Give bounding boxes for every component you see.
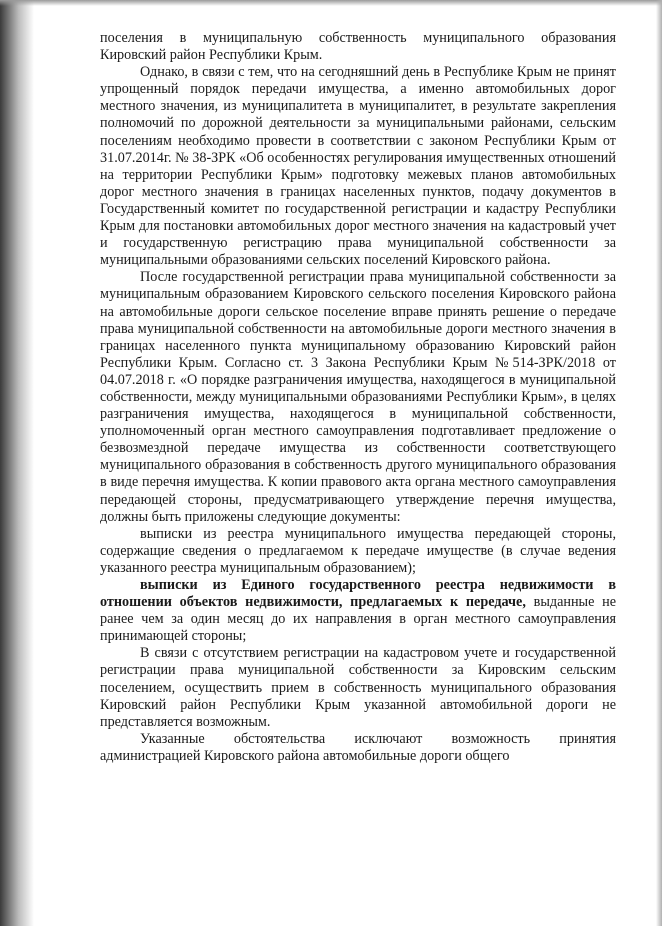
egrn-extract-bold-text: выписки из Единого государственного реестра недвижимости в отношении объектов недвижимости, предлагаемых к передаче, bbox=[100, 577, 616, 611]
egrn-extract-rest-text: выданные не ранее чем за один месяц до их направления в орган местного самоуправления принимающей стороны; bbox=[100, 594, 616, 645]
paragraph-circumstances: Указанные обстоятельства исключают возможность принятия администрацией Кировского района автомобильные дороги общего bbox=[100, 730, 616, 764]
paragraph-no-registration: В связи с отсутствием регистрации на кадастровом учете и государственной регистрации права муниципальной собственности за Кировским сельским поселением, осуществить прием в собственность муниципального образования Кировский район Республики Крым указанной автомобильной дороги не представляется возможным. bbox=[100, 645, 616, 730]
scan-edge-top bbox=[0, 0, 662, 6]
scan-edge-right bbox=[656, 0, 662, 926]
scan-shadow-left bbox=[0, 0, 34, 926]
list-item-registry-extract: выписки из реестра муниципального имущества передающей стороны, содержащие сведения о предлагаемом к передаче имуществе (в случае ведения указанного реестра муниципальным образованием); bbox=[100, 525, 616, 576]
document-page-text bbox=[100, 30, 616, 765]
paragraph-continuation: поселения в муниципальную собственность муниципального образования Кировский район Республики Крым. bbox=[100, 30, 616, 64]
paragraph-transfer-procedure: Однако, в связи с тем, что на сегодняшний день в Республике Крым не принят упрощенный порядок передачи имущества, а именно автомобильных дорог местного значения, из муниципалитета в муниципалитет, в результате закрепления полномочий по дорожной деятельности за муниципальными районами, сельским поселениям необходимо провести в соответствии с законом Республики Крым от 31.07.2014г. № 38-ЗРК «Об особенностях регулирования имущественных отношений на территории Республики Крым» подготовку межевых планов автомобильных дорог местного значения в границах населенных пунктов, подачу документов в Государственный комитет по государственной регистрации и кадастру Республики Крым для постановки автомобильных дорог местного значения на кадастровый учет и государственную регистрацию права муниципальной собственности за муниципальными образованиями сельских поселений Кировского района. bbox=[100, 64, 616, 269]
list-item-egrn-extract bbox=[100, 577, 616, 645]
paragraph-after-registration: После государственной регистрации права муниципальной собственности за муниципальным образованием Кировского сельского поселения Кировского района на автомобильные дороги сельское поселение вправе принять решение о передаче права муниципальной собственности на автомобильные дороги местного значения в границах населенного пункта муниципальному образованию Кировский район Республики Крым. Согласно ст. 3 Закона Республики Крым №514-ЗРК/2018 от 04.07.2018 г. «О порядке разграничения имущества, находящегося в муниципальной собственности, между муниципальными образованиями Республики Крым», в целях разграничения имущества, находящегося в муниципальной собственности, уполномоченный орган местного самоуправления подготавливает предложение о безвозмездной передаче имущества из собственности соответствующего муниципального образования в собственность другого муниципального образования в виде перечня имущества. К копии правового акта органа местного самоуправления передающей стороны, предусматривающего утверждение перечня имущества, должны быть приложены следующие документы: bbox=[100, 269, 616, 525]
